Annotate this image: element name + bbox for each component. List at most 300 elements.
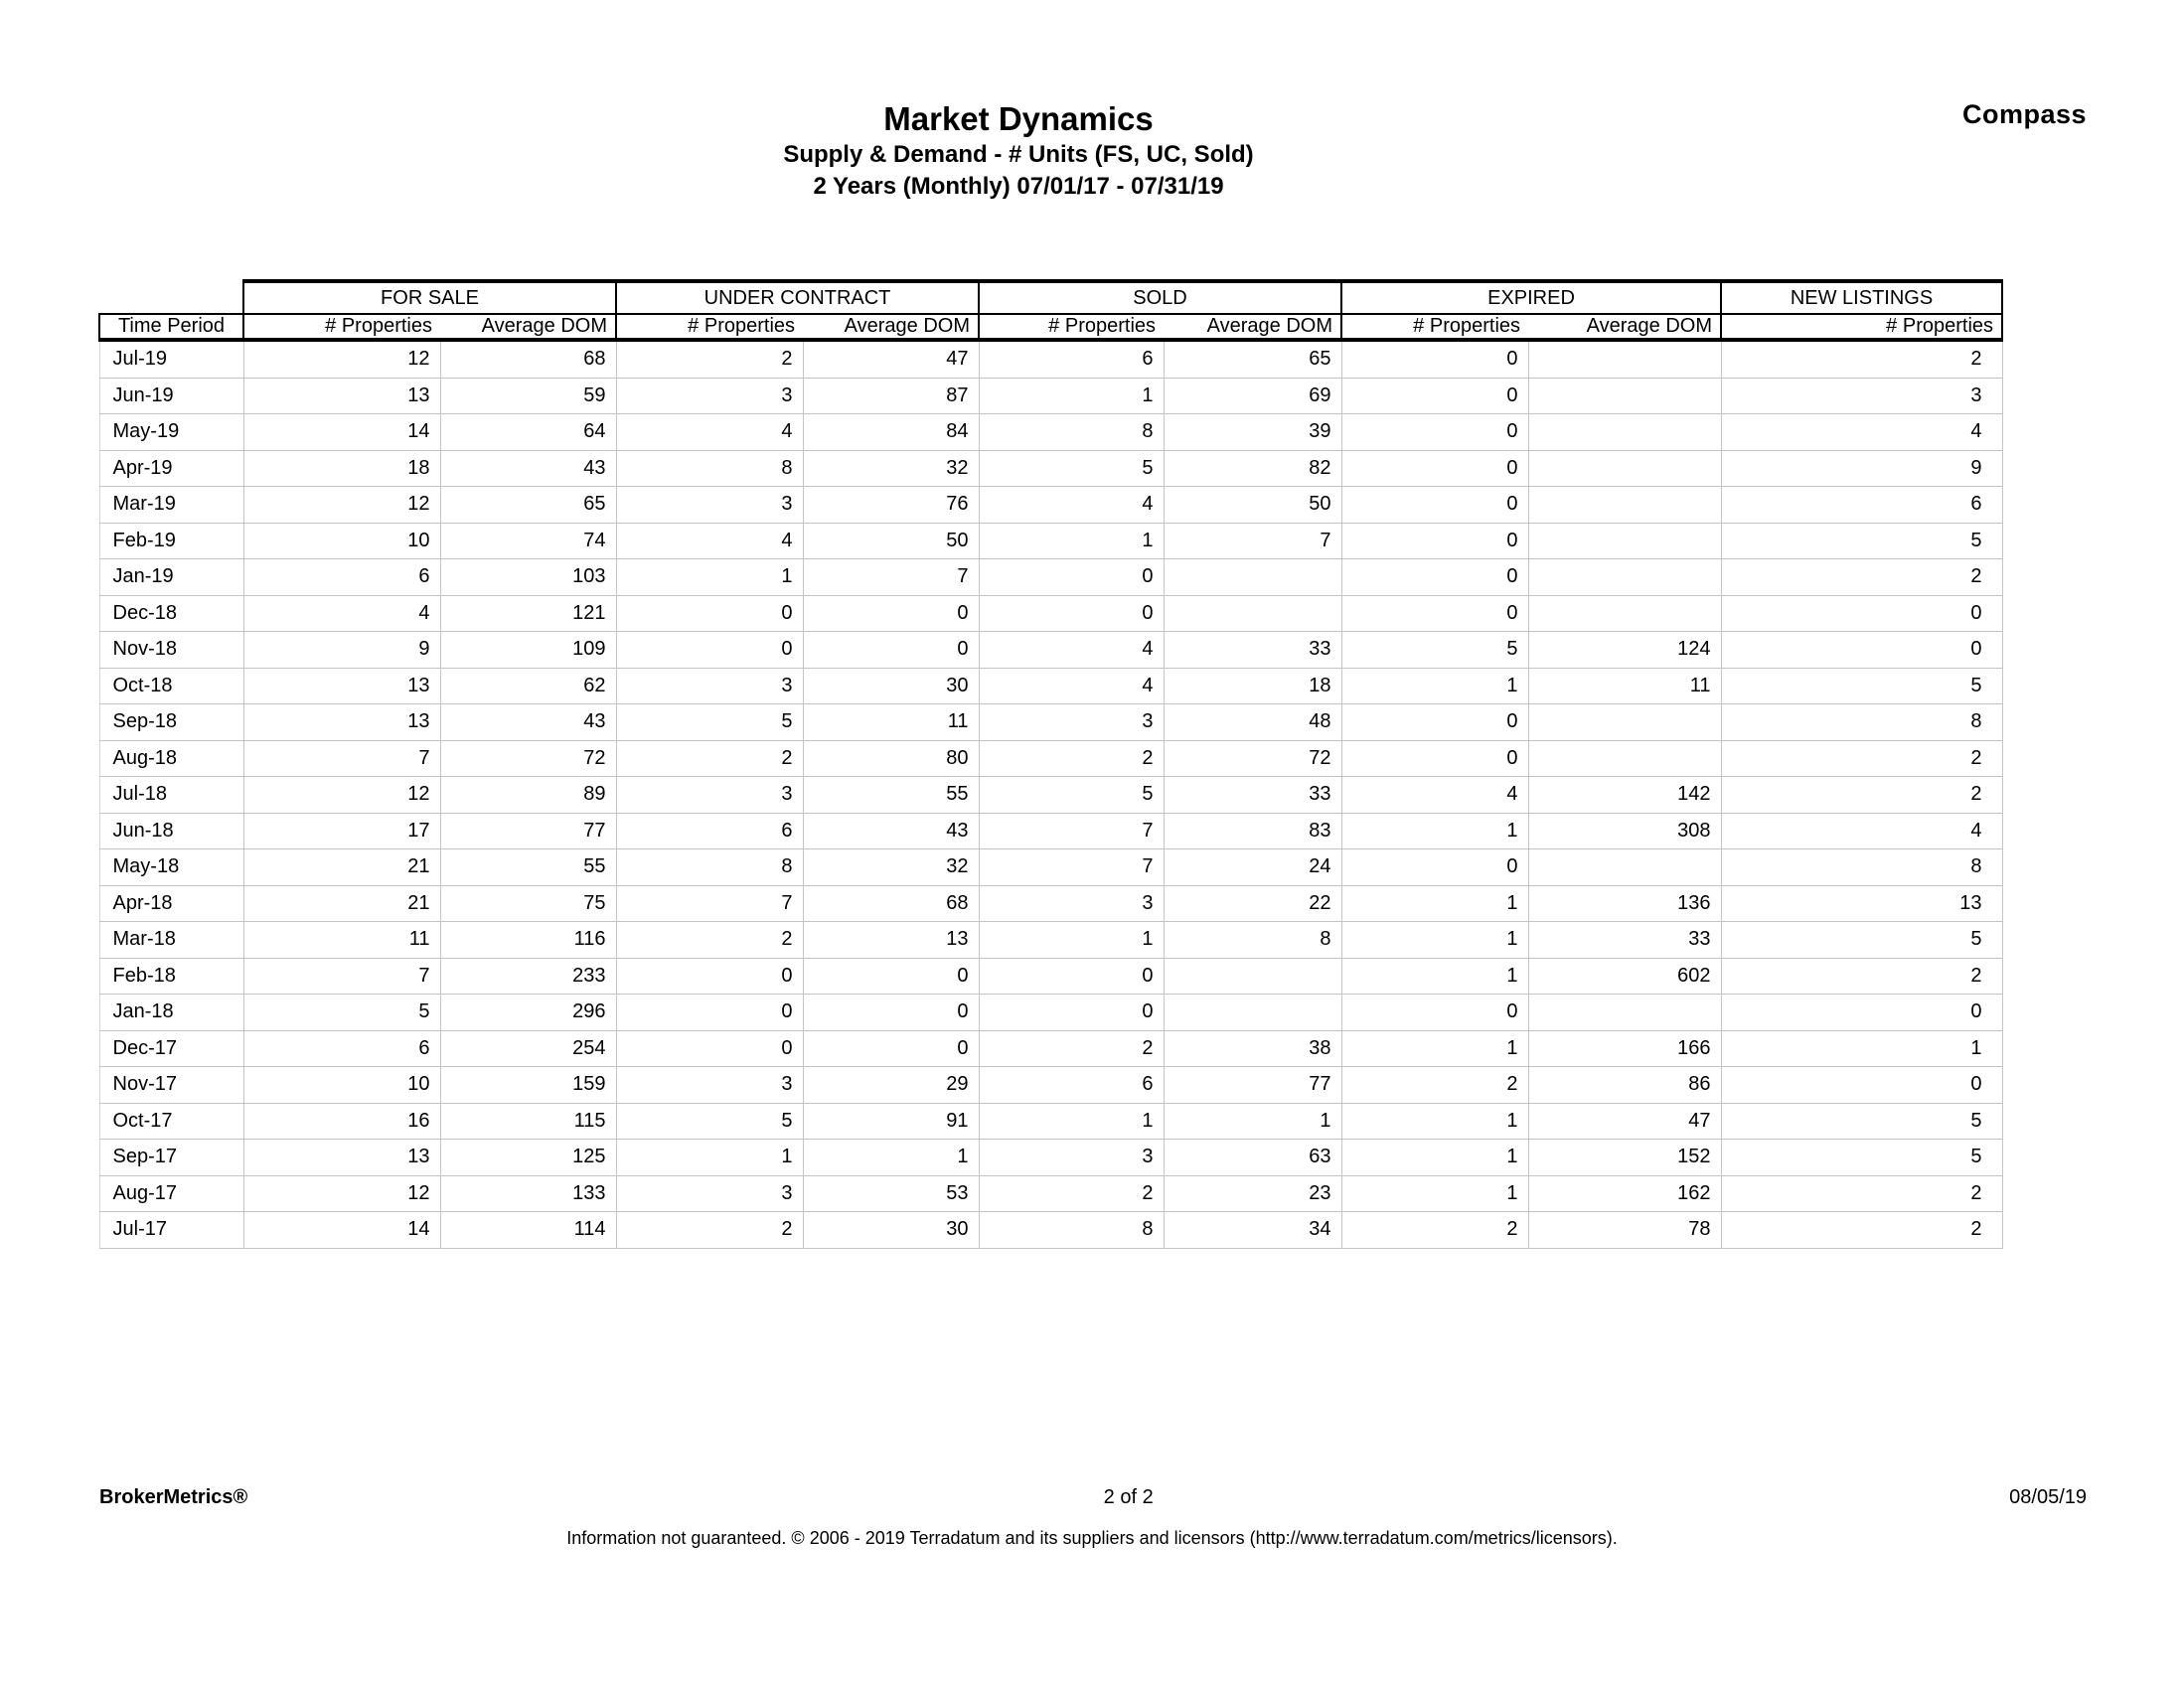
cell-value: 1: [1341, 1140, 1528, 1176]
cell-value: 11: [243, 922, 440, 959]
cell-value: 75: [440, 885, 616, 922]
cell-value: 5: [979, 777, 1164, 814]
cell-value: 7: [979, 849, 1164, 886]
table-row: [99, 995, 2002, 1031]
cell-value: 12: [243, 487, 440, 524]
cell-value: 91: [803, 1103, 979, 1140]
cell-value: 0: [1341, 849, 1528, 886]
cell-value: 3: [616, 1067, 803, 1104]
cell-value: [1528, 340, 1721, 378]
cell-value: 3: [616, 1175, 803, 1212]
table-row: [99, 450, 2002, 487]
cell-time-period: Jun-19: [99, 378, 243, 414]
report-date-range: 2 Years (Monthly) 07/01/17 - 07/31/19: [813, 173, 1224, 200]
cell-value: [1164, 559, 1341, 596]
cell-value: 5: [1721, 523, 2002, 559]
cell-value: 2: [1341, 1067, 1528, 1104]
cell-value: 166: [1528, 1030, 1721, 1067]
cell-value: 33: [1528, 922, 1721, 959]
cell-value: 8: [616, 849, 803, 886]
cell-value: 0: [803, 632, 979, 669]
cell-time-period: Dec-17: [99, 1030, 243, 1067]
cell-value: 5: [243, 995, 440, 1031]
table-row: [99, 1067, 2002, 1104]
cell-value: 3: [616, 378, 803, 414]
cell-value: 32: [803, 849, 979, 886]
cell-value: 18: [243, 450, 440, 487]
table-row: [99, 813, 2002, 849]
cell-value: 3: [616, 668, 803, 704]
cell-value: 10: [243, 523, 440, 559]
cell-value: 0: [1341, 704, 1528, 741]
cell-value: 22: [1164, 885, 1341, 922]
cell-time-period: Feb-19: [99, 523, 243, 559]
cell-value: 5: [1721, 1103, 2002, 1140]
cell-time-period: Aug-18: [99, 740, 243, 777]
cell-value: 83: [1164, 813, 1341, 849]
cell-value: 1: [1341, 813, 1528, 849]
cell-value: 13: [243, 704, 440, 741]
table-row: [99, 1030, 2002, 1067]
cell-value: 2: [1721, 559, 2002, 596]
group-header-row: [99, 281, 2002, 314]
cell-value: [1528, 523, 1721, 559]
cell-value: 5: [1721, 668, 2002, 704]
cell-value: 39: [1164, 414, 1341, 451]
cell-value: 30: [803, 1212, 979, 1249]
column-header-row: [99, 314, 2002, 340]
cell-value: 121: [440, 595, 616, 632]
cell-value: [1528, 378, 1721, 414]
cell-value: 9: [243, 632, 440, 669]
cell-value: 6: [1721, 487, 2002, 524]
cell-time-period: Dec-18: [99, 595, 243, 632]
cell-time-period: May-19: [99, 414, 243, 451]
cell-value: 63: [1164, 1140, 1341, 1176]
table-row: [99, 414, 2002, 451]
cell-value: 8: [1164, 922, 1341, 959]
cell-value: 1: [979, 378, 1164, 414]
cell-value: 0: [616, 632, 803, 669]
cell-value: 0: [1341, 414, 1528, 451]
cell-value: 2: [1721, 1212, 2002, 1249]
cell-value: 233: [440, 958, 616, 995]
cell-value: 0: [616, 1030, 803, 1067]
cell-value: [1528, 995, 1721, 1031]
table-row: [99, 340, 2002, 378]
cell-time-period: Nov-17: [99, 1067, 243, 1104]
cell-value: 3: [616, 487, 803, 524]
table-row: [99, 668, 2002, 704]
cell-value: 3: [1721, 378, 2002, 414]
cell-value: 0: [616, 958, 803, 995]
cell-value: 82: [1164, 450, 1341, 487]
cell-value: 7: [979, 813, 1164, 849]
cell-value: 1: [1341, 958, 1528, 995]
cell-time-period: Jan-18: [99, 995, 243, 1031]
cell-time-period: Jul-18: [99, 777, 243, 814]
cell-value: 5: [616, 1103, 803, 1140]
table-row: [99, 922, 2002, 959]
cell-value: 133: [440, 1175, 616, 1212]
cell-value: [1164, 958, 1341, 995]
cell-value: 2: [979, 740, 1164, 777]
col-sold-dom: Average DOM: [1164, 314, 1341, 340]
cell-value: 1: [979, 1103, 1164, 1140]
cell-value: 152: [1528, 1140, 1721, 1176]
cell-value: 6: [979, 1067, 1164, 1104]
cell-value: 2: [1721, 340, 2002, 378]
cell-value: 10: [243, 1067, 440, 1104]
cell-value: 125: [440, 1140, 616, 1176]
cell-value: 32: [803, 450, 979, 487]
cell-value: 1: [1341, 1030, 1528, 1067]
cell-value: 0: [803, 958, 979, 995]
cell-value: 48: [1164, 704, 1341, 741]
cell-time-period: Sep-17: [99, 1140, 243, 1176]
cell-value: 6: [979, 340, 1164, 378]
table-row: [99, 487, 2002, 524]
cell-value: 103: [440, 559, 616, 596]
cell-value: 77: [1164, 1067, 1341, 1104]
cell-value: 64: [440, 414, 616, 451]
cell-time-period: Oct-18: [99, 668, 243, 704]
cell-time-period: Oct-17: [99, 1103, 243, 1140]
cell-value: 14: [243, 414, 440, 451]
cell-value: 0: [1721, 995, 2002, 1031]
cell-time-period: Aug-17: [99, 1175, 243, 1212]
cell-value: 1: [979, 523, 1164, 559]
cell-value: 43: [440, 704, 616, 741]
cell-value: [1528, 740, 1721, 777]
cell-value: [1528, 559, 1721, 596]
cell-value: 0: [803, 995, 979, 1031]
cell-value: [1164, 995, 1341, 1031]
cell-time-period: Jul-17: [99, 1212, 243, 1249]
cell-value: 50: [803, 523, 979, 559]
cell-value: 72: [440, 740, 616, 777]
cell-value: 4: [1341, 777, 1528, 814]
cell-value: 43: [803, 813, 979, 849]
cell-value: 5: [979, 450, 1164, 487]
cell-value: 34: [1164, 1212, 1341, 1249]
cell-value: 1: [1341, 885, 1528, 922]
group-expired: EXPIRED: [1341, 281, 1721, 314]
compass-logo: Compass: [1961, 99, 2087, 129]
cell-value: 8: [1721, 704, 2002, 741]
cell-value: [1164, 595, 1341, 632]
cell-value: 7: [616, 885, 803, 922]
cell-value: 115: [440, 1103, 616, 1140]
cell-value: 65: [440, 487, 616, 524]
cell-value: 0: [979, 595, 1164, 632]
cell-value: 4: [1721, 813, 2002, 849]
cell-value: 16: [243, 1103, 440, 1140]
cell-value: 33: [1164, 632, 1341, 669]
report-header: [0, 99, 2037, 203]
report-subtitle: Supply & Demand - # Units (FS, UC, Sold): [783, 141, 1254, 168]
cell-value: 1: [1341, 922, 1528, 959]
cell-value: 6: [243, 1030, 440, 1067]
cell-value: 62: [440, 668, 616, 704]
table-row: [99, 777, 2002, 814]
cell-time-period: Apr-18: [99, 885, 243, 922]
cell-value: 65: [1164, 340, 1341, 378]
cell-value: 136: [1528, 885, 1721, 922]
cell-value: 159: [440, 1067, 616, 1104]
cell-value: 13: [243, 668, 440, 704]
cell-value: 69: [1164, 378, 1341, 414]
cell-value: 296: [440, 995, 616, 1031]
time-period-header: Time Period: [99, 314, 243, 340]
cell-value: 53: [803, 1175, 979, 1212]
col-fs-properties: # Properties: [243, 314, 440, 340]
cell-time-period: Jul-19: [99, 340, 243, 378]
cell-value: 68: [440, 340, 616, 378]
cell-value: 0: [1341, 595, 1528, 632]
cell-value: 2: [1721, 958, 2002, 995]
cell-value: 2: [616, 740, 803, 777]
table-row: [99, 595, 2002, 632]
cell-value: 5: [1341, 632, 1528, 669]
table-row: [99, 849, 2002, 886]
table-row: [99, 1103, 2002, 1140]
cell-value: 3: [979, 704, 1164, 741]
cell-value: 13: [243, 1140, 440, 1176]
cell-value: 124: [1528, 632, 1721, 669]
cell-value: 6: [616, 813, 803, 849]
col-newlistings-properties: # Properties: [1721, 314, 2002, 340]
page-footer: [99, 1486, 2087, 1509]
cell-value: 4: [979, 668, 1164, 704]
cell-value: 24: [1164, 849, 1341, 886]
cell-value: 47: [803, 340, 979, 378]
cell-value: 3: [979, 1140, 1164, 1176]
col-expired-dom: Average DOM: [1528, 314, 1721, 340]
cell-value: 0: [1341, 523, 1528, 559]
disclaimer-text: Information not guaranteed. © 2006 - 2019 Terradatum and its suppliers and licensors (http://www.terradatum.com/metrics/licensors).: [566, 1528, 1618, 1548]
cell-value: 30: [803, 668, 979, 704]
table-row: [99, 1212, 2002, 1249]
cell-value: 74: [440, 523, 616, 559]
cell-value: 13: [803, 922, 979, 959]
cell-value: 87: [803, 378, 979, 414]
cell-value: 84: [803, 414, 979, 451]
cell-value: [1528, 849, 1721, 886]
cell-value: 68: [803, 885, 979, 922]
cell-value: 11: [803, 704, 979, 741]
table-row: [99, 740, 2002, 777]
cell-value: 7: [803, 559, 979, 596]
group-for-sale: FOR SALE: [243, 281, 616, 314]
cell-value: 308: [1528, 813, 1721, 849]
report-date: 08/05/19: [2009, 1486, 2087, 1508]
cell-value: 43: [440, 450, 616, 487]
cell-value: 0: [1341, 740, 1528, 777]
cell-value: 11: [1528, 668, 1721, 704]
cell-time-period: Mar-19: [99, 487, 243, 524]
cell-value: 1: [1341, 1103, 1528, 1140]
cell-value: 4: [979, 632, 1164, 669]
cell-value: 33: [1164, 777, 1341, 814]
cell-value: 162: [1528, 1175, 1721, 1212]
cell-value: 602: [1528, 958, 1721, 995]
cell-value: 9: [1721, 450, 2002, 487]
cell-time-period: Jun-18: [99, 813, 243, 849]
cell-value: 1: [1164, 1103, 1341, 1140]
cell-value: 47: [1528, 1103, 1721, 1140]
cell-value: 23: [1164, 1175, 1341, 1212]
cell-value: [1528, 487, 1721, 524]
cell-value: 114: [440, 1212, 616, 1249]
cell-value: 0: [979, 559, 1164, 596]
cell-value: 2: [616, 340, 803, 378]
page-number: 2 of 2: [1103, 1486, 1154, 1508]
cell-value: 0: [1341, 559, 1528, 596]
cell-value: 78: [1528, 1212, 1721, 1249]
col-sold-properties: # Properties: [979, 314, 1164, 340]
cell-value: 7: [243, 740, 440, 777]
cell-value: 1: [1341, 1175, 1528, 1212]
cell-value: 0: [1721, 632, 2002, 669]
cell-value: [1528, 704, 1721, 741]
table-row: [99, 1175, 2002, 1212]
cell-value: 12: [243, 1175, 440, 1212]
table-row: [99, 632, 2002, 669]
cell-time-period: Apr-19: [99, 450, 243, 487]
cell-value: 2: [979, 1175, 1164, 1212]
cell-value: 6: [243, 559, 440, 596]
cell-value: 2: [979, 1030, 1164, 1067]
cell-value: 13: [1721, 885, 2002, 922]
cell-value: 5: [1721, 1140, 2002, 1176]
cell-value: 5: [1721, 922, 2002, 959]
cell-value: 12: [243, 777, 440, 814]
corner-cell: [99, 281, 243, 314]
table-row: [99, 704, 2002, 741]
cell-value: 18: [1164, 668, 1341, 704]
cell-value: 4: [616, 414, 803, 451]
market-dynamics-table: [98, 279, 2003, 1249]
cell-value: 3: [616, 777, 803, 814]
cell-value: 4: [1721, 414, 2002, 451]
cell-time-period: Nov-18: [99, 632, 243, 669]
cell-value: 2: [1721, 1175, 2002, 1212]
cell-value: 8: [979, 1212, 1164, 1249]
cell-value: 4: [243, 595, 440, 632]
cell-value: 2: [616, 1212, 803, 1249]
cell-value: 2: [1721, 740, 2002, 777]
cell-value: 1: [1721, 1030, 2002, 1067]
cell-value: 72: [1164, 740, 1341, 777]
group-under-contract: UNDER CONTRACT: [616, 281, 979, 314]
col-expired-properties: # Properties: [1341, 314, 1528, 340]
cell-time-period: May-18: [99, 849, 243, 886]
cell-value: 0: [1341, 995, 1528, 1031]
cell-value: [1528, 595, 1721, 632]
cell-value: 0: [1721, 1067, 2002, 1104]
cell-value: 0: [979, 958, 1164, 995]
cell-value: 7: [243, 958, 440, 995]
cell-value: 1: [1341, 668, 1528, 704]
cell-value: 14: [243, 1212, 440, 1249]
cell-time-period: Sep-18: [99, 704, 243, 741]
cell-value: 55: [440, 849, 616, 886]
col-uc-dom: Average DOM: [803, 314, 979, 340]
table-row: [99, 378, 2002, 414]
cell-value: 8: [616, 450, 803, 487]
table-body: [99, 340, 2002, 1248]
cell-value: 0: [1341, 378, 1528, 414]
cell-value: 50: [1164, 487, 1341, 524]
cell-value: 3: [979, 885, 1164, 922]
cell-time-period: Jan-19: [99, 559, 243, 596]
page-title: Market Dynamics: [883, 100, 1154, 137]
cell-value: 0: [979, 995, 1164, 1031]
cell-value: 80: [803, 740, 979, 777]
cell-value: 5: [616, 704, 803, 741]
cell-value: 4: [616, 523, 803, 559]
group-new-listings: NEW LISTINGS: [1721, 281, 2002, 314]
cell-value: 2: [616, 922, 803, 959]
cell-value: 38: [1164, 1030, 1341, 1067]
cell-value: 86: [1528, 1067, 1721, 1104]
cell-value: 1: [979, 922, 1164, 959]
cell-value: 21: [243, 849, 440, 886]
cell-value: 0: [1341, 340, 1528, 378]
cell-value: 2: [1721, 777, 2002, 814]
cell-value: 59: [440, 378, 616, 414]
table-row: [99, 1140, 2002, 1176]
cell-value: 0: [616, 995, 803, 1031]
table-row: [99, 885, 2002, 922]
cell-value: 76: [803, 487, 979, 524]
cell-value: 1: [616, 559, 803, 596]
cell-value: 0: [616, 595, 803, 632]
cell-value: 0: [1341, 450, 1528, 487]
table-row: [99, 559, 2002, 596]
col-uc-properties: # Properties: [616, 314, 803, 340]
cell-value: 29: [803, 1067, 979, 1104]
cell-time-period: Feb-18: [99, 958, 243, 995]
cell-time-period: Mar-18: [99, 922, 243, 959]
group-sold: SOLD: [979, 281, 1341, 314]
cell-value: 7: [1164, 523, 1341, 559]
cell-value: 2: [1341, 1212, 1528, 1249]
cell-value: 254: [440, 1030, 616, 1067]
cell-value: 116: [440, 922, 616, 959]
table-row: [99, 523, 2002, 559]
cell-value: 0: [1341, 487, 1528, 524]
cell-value: 8: [1721, 849, 2002, 886]
cell-value: 21: [243, 885, 440, 922]
cell-value: 12: [243, 340, 440, 378]
cell-value: 55: [803, 777, 979, 814]
cell-value: 89: [440, 777, 616, 814]
cell-value: [1528, 450, 1721, 487]
cell-value: 4: [979, 487, 1164, 524]
cell-value: 1: [616, 1140, 803, 1176]
cell-value: 142: [1528, 777, 1721, 814]
col-fs-dom: Average DOM: [440, 314, 616, 340]
cell-value: 1: [803, 1140, 979, 1176]
brokermetrics-label: BrokerMetrics®: [99, 1486, 248, 1508]
cell-value: 17: [243, 813, 440, 849]
cell-value: [1528, 414, 1721, 451]
cell-value: 8: [979, 414, 1164, 451]
cell-value: 13: [243, 378, 440, 414]
table-row: [99, 958, 2002, 995]
